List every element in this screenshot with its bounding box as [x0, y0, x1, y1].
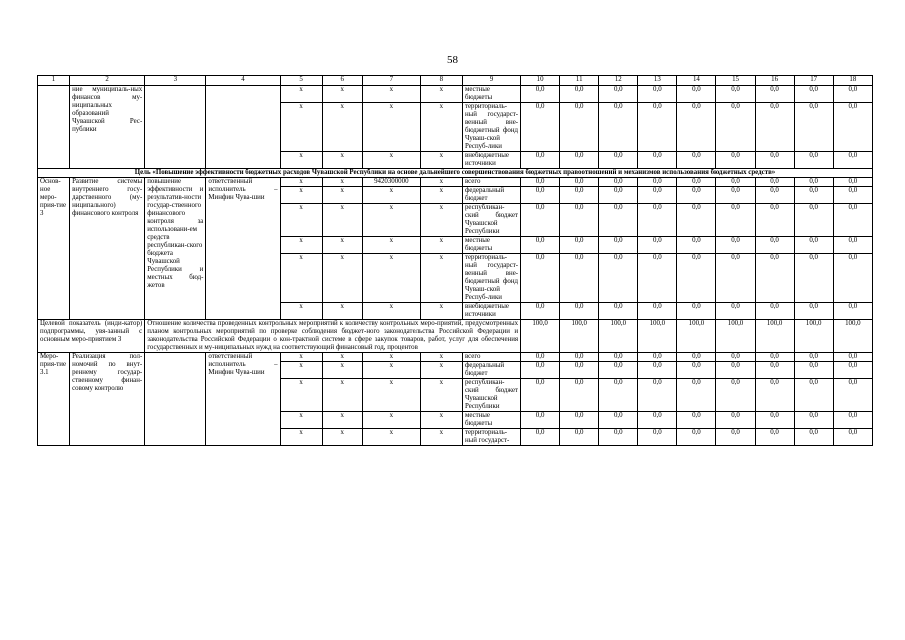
value-cell: 0,0: [560, 187, 599, 204]
responsible-executor: ответственный исполнитель – Минфин Чува-шии: [206, 178, 280, 320]
value-cell: 0,0: [521, 187, 560, 204]
value-cell: 0,0: [833, 429, 872, 446]
header-row: [38, 76, 873, 86]
value-cell: 0,0: [716, 254, 755, 303]
value-cell: 0,0: [560, 303, 599, 320]
column-number: 17: [794, 76, 833, 86]
value-cell: 0,0: [521, 103, 560, 152]
value-cell: 0,0: [794, 429, 833, 446]
value-cell: 0,0: [599, 429, 638, 446]
value-cell: 0,0: [833, 412, 872, 429]
value-cell: 0,0: [560, 254, 599, 303]
cell-x: x: [420, 86, 462, 103]
value-cell: 0,0: [833, 353, 872, 362]
cell-code: x: [362, 379, 420, 412]
funding-source: местные бюджеты: [462, 86, 520, 103]
value-cell: 0,0: [638, 379, 677, 412]
value-cell: 0,0: [521, 254, 560, 303]
indicator-value: 100,0: [716, 320, 755, 353]
value-cell: 0,0: [716, 362, 755, 379]
indicator-text: Отношение количества проведенных контрольных мероприятий к количеству контрольных меро-приятий, предусмотренных планом контрольных мероприятий по проверке соблюдения бюджет-ного законодательства Российской Федерации и законодательства Российской Федерации о кон-трактной системе в сфере закупок товаров, работ, услуг для обеспечения государственных и му-ниципальных нужд на соответствующий финансовый год, процентов: [145, 320, 521, 353]
value-cell: 0,0: [755, 303, 794, 320]
cell-x: x: [322, 237, 362, 254]
value-cell: 0,0: [833, 187, 872, 204]
value-cell: 0,0: [599, 412, 638, 429]
cell-code: x: [362, 237, 420, 254]
value-cell: 0,0: [677, 303, 716, 320]
value-cell: 0,0: [716, 379, 755, 412]
value-cell: 0,0: [794, 103, 833, 152]
funding-source: всего: [462, 178, 520, 187]
cell-x: x: [322, 86, 362, 103]
value-cell: 0,0: [560, 178, 599, 187]
value-cell: 0,0: [599, 362, 638, 379]
column-number: 11: [560, 76, 599, 86]
indicator-value: 100,0: [560, 320, 599, 353]
indicator-value: 100,0: [755, 320, 794, 353]
value-cell: 0,0: [755, 379, 794, 412]
cell-x: x: [280, 429, 322, 446]
value-cell: 0,0: [560, 86, 599, 103]
value-cell: 0,0: [755, 237, 794, 254]
column-number: 18: [833, 76, 872, 86]
value-cell: 0,0: [560, 204, 599, 237]
value-cell: 0,0: [677, 379, 716, 412]
value-cell: 0,0: [755, 254, 794, 303]
cell-x: x: [322, 187, 362, 204]
value-cell: 0,0: [599, 152, 638, 169]
cell-code: x: [362, 187, 420, 204]
value-cell: 0,0: [716, 86, 755, 103]
value-cell: 0,0: [677, 353, 716, 362]
funding-source: территориаль-ный государст-венный вне-бюджетный фонд Чуваш-ской Респуб-лики: [462, 254, 520, 303]
value-cell: 0,0: [794, 353, 833, 362]
funding-source: внебюджетные источники: [462, 152, 520, 169]
cell-x: x: [280, 152, 322, 169]
column-number: 16: [755, 76, 794, 86]
cell-x: x: [420, 204, 462, 237]
funding-source: местные бюджеты: [462, 412, 520, 429]
value-cell: 0,0: [677, 86, 716, 103]
cell-x: x: [420, 103, 462, 152]
value-cell: 0,0: [521, 412, 560, 429]
value-cell: 0,0: [560, 237, 599, 254]
cell-x: x: [322, 362, 362, 379]
cell-code: x: [362, 303, 420, 320]
empty-cell: [145, 86, 206, 169]
value-cell: 0,0: [638, 362, 677, 379]
value-cell: 0,0: [638, 254, 677, 303]
cell-x: x: [420, 362, 462, 379]
event-number: Основ-ное меро-прия-тие 3: [38, 178, 70, 320]
value-cell: 0,0: [794, 379, 833, 412]
value-cell: 0,0: [638, 187, 677, 204]
value-cell: 0,0: [833, 103, 872, 152]
cell-x: x: [280, 379, 322, 412]
value-cell: 0,0: [560, 152, 599, 169]
value-cell: 0,0: [599, 353, 638, 362]
indicator-value: 100,0: [677, 320, 716, 353]
cell-x: x: [420, 303, 462, 320]
indicator-value: 100,0: [794, 320, 833, 353]
funding-source: республикан-ский бюджет Чувашской Республики: [462, 379, 520, 412]
value-cell: 0,0: [521, 152, 560, 169]
event-number: Меро-прия-тие 3.1: [38, 353, 70, 446]
cell-x: x: [420, 152, 462, 169]
cell-x: x: [322, 353, 362, 362]
cell-x: x: [322, 152, 362, 169]
indicator-value: 100,0: [599, 320, 638, 353]
funding-source: федеральный бюджет: [462, 362, 520, 379]
value-cell: 0,0: [677, 362, 716, 379]
value-cell: 0,0: [560, 379, 599, 412]
indicator-label: Целевой показатель (инди-катор) подпрограммы, увя-занный с основным меро-приятием 3: [38, 320, 145, 353]
value-cell: 0,0: [638, 429, 677, 446]
column-number: 2: [70, 76, 145, 86]
value-cell: 0,0: [521, 204, 560, 237]
value-cell: 0,0: [599, 187, 638, 204]
value-cell: 0,0: [677, 178, 716, 187]
event-name: Развитие системы внутреннего госу-дарственного (му-ниципального) финансового контроля: [70, 178, 145, 320]
cell-x: x: [322, 103, 362, 152]
event-name: Реализация пол-номочий по внут-реннему государ-ственному финан-совому контролю: [70, 353, 145, 446]
cell-code: x: [362, 412, 420, 429]
value-cell: 0,0: [716, 429, 755, 446]
value-cell: 0,0: [755, 178, 794, 187]
table-row: [38, 86, 873, 103]
value-cell: 0,0: [521, 353, 560, 362]
cell-x: x: [322, 412, 362, 429]
value-cell: 0,0: [716, 237, 755, 254]
indicator-value: 100,0: [521, 320, 560, 353]
goal-row: [38, 169, 873, 178]
table-row: [38, 178, 873, 187]
cell-x: x: [280, 103, 322, 152]
value-cell: 0,0: [833, 178, 872, 187]
value-cell: 0,0: [677, 237, 716, 254]
value-cell: 0,0: [755, 353, 794, 362]
expected-result: повышение эффективности и результатив-ности государ-ственного финансового контроля за использовани-ем средств республикан-ского бюджета Чувашской Республики и местных бюд-жетов: [145, 178, 206, 320]
cell-x: x: [280, 254, 322, 303]
cell-code: x: [362, 429, 420, 446]
cell-x: x: [280, 237, 322, 254]
value-cell: 0,0: [755, 429, 794, 446]
value-cell: 0,0: [677, 412, 716, 429]
cell-code: x: [362, 362, 420, 379]
value-cell: 0,0: [794, 237, 833, 254]
value-cell: 0,0: [716, 303, 755, 320]
value-cell: 0,0: [794, 362, 833, 379]
value-cell: 0,0: [716, 204, 755, 237]
value-cell: 0,0: [794, 254, 833, 303]
value-cell: 0,0: [521, 379, 560, 412]
cell-x: x: [280, 362, 322, 379]
cell-x: x: [280, 178, 322, 187]
column-number: 3: [145, 76, 206, 86]
value-cell: 0,0: [716, 103, 755, 152]
funding-source: территориаль-ный государст-: [462, 429, 520, 446]
value-cell: 0,0: [755, 103, 794, 152]
cell-x: x: [420, 178, 462, 187]
value-cell: 0,0: [599, 254, 638, 303]
column-number: 9: [462, 76, 520, 86]
column-number: 5: [280, 76, 322, 86]
cell-code: x: [362, 204, 420, 237]
cell-x: x: [280, 86, 322, 103]
column-number: 1: [38, 76, 70, 86]
value-cell: 0,0: [638, 86, 677, 103]
value-cell: 0,0: [716, 412, 755, 429]
cell-x: x: [280, 187, 322, 204]
value-cell: 0,0: [521, 362, 560, 379]
cell-x: x: [322, 178, 362, 187]
value-cell: 0,0: [599, 379, 638, 412]
value-cell: 0,0: [677, 429, 716, 446]
value-cell: 0,0: [755, 187, 794, 204]
value-cell: 0,0: [677, 103, 716, 152]
value-cell: 0,0: [521, 178, 560, 187]
cell-code: x: [362, 103, 420, 152]
column-number: 15: [716, 76, 755, 86]
column-number: 13: [638, 76, 677, 86]
value-cell: 0,0: [755, 152, 794, 169]
table-row: [38, 353, 873, 362]
value-cell: 0,0: [677, 204, 716, 237]
value-cell: 0,0: [794, 178, 833, 187]
funding-source: территориаль-ный государст-венный вне-бюджетный фонд Чуваш-ской Респуб-лики: [462, 103, 520, 152]
event-name: ние муниципаль-ных финансов му-ниципальных образований Чувашской Рес-публики: [70, 86, 145, 169]
value-cell: 0,0: [521, 303, 560, 320]
cell-code: x: [362, 152, 420, 169]
value-cell: 0,0: [833, 362, 872, 379]
cell-x: x: [322, 303, 362, 320]
cell-x: x: [420, 429, 462, 446]
responsible-executor: ответственный исполнитель – Минфин Чува-шии: [206, 353, 280, 446]
value-cell: 0,0: [599, 178, 638, 187]
value-cell: 0,0: [716, 187, 755, 204]
value-cell: 0,0: [794, 303, 833, 320]
value-cell: 0,0: [638, 237, 677, 254]
value-cell: 0,0: [755, 412, 794, 429]
value-cell: 0,0: [521, 429, 560, 446]
cell-code: 9420300000: [362, 178, 420, 187]
value-cell: 0,0: [794, 412, 833, 429]
value-cell: 0,0: [755, 86, 794, 103]
empty-cell: [38, 86, 70, 169]
value-cell: 0,0: [599, 204, 638, 237]
cell-x: x: [280, 353, 322, 362]
value-cell: 0,0: [599, 103, 638, 152]
column-number: 12: [599, 76, 638, 86]
value-cell: 0,0: [677, 254, 716, 303]
value-cell: 0,0: [833, 86, 872, 103]
value-cell: 0,0: [599, 237, 638, 254]
value-cell: 0,0: [599, 86, 638, 103]
value-cell: 0,0: [638, 204, 677, 237]
column-number: 4: [206, 76, 280, 86]
column-number: 10: [521, 76, 560, 86]
cell-x: x: [322, 254, 362, 303]
cell-x: x: [420, 379, 462, 412]
cell-code: x: [362, 254, 420, 303]
cell-x: x: [322, 204, 362, 237]
value-cell: 0,0: [677, 152, 716, 169]
value-cell: 0,0: [716, 353, 755, 362]
value-cell: 0,0: [755, 204, 794, 237]
value-cell: 0,0: [677, 187, 716, 204]
value-cell: 0,0: [794, 86, 833, 103]
cell-x: x: [322, 429, 362, 446]
funding-source: местные бюджеты: [462, 237, 520, 254]
empty-cell: [145, 353, 206, 446]
column-number: 14: [677, 76, 716, 86]
cell-x: x: [420, 412, 462, 429]
value-cell: 0,0: [833, 379, 872, 412]
cell-x: x: [280, 303, 322, 320]
cell-x: x: [420, 254, 462, 303]
value-cell: 0,0: [716, 178, 755, 187]
page-number: 58: [447, 54, 458, 66]
empty-cell: [206, 86, 280, 169]
indicator-row: [38, 320, 873, 353]
cell-x: x: [420, 237, 462, 254]
value-cell: 0,0: [833, 254, 872, 303]
value-cell: 0,0: [638, 103, 677, 152]
cell-code: x: [362, 353, 420, 362]
value-cell: 0,0: [560, 103, 599, 152]
cell-x: x: [280, 412, 322, 429]
goal-heading: Цель «Повышение эффективности бюджетных расходов Чувашской Республики на основе дальнейшего совершенствования бюджетных правоотношений и механизмов использования бюджетных средств»: [38, 169, 873, 178]
column-number: 6: [322, 76, 362, 86]
value-cell: 0,0: [560, 362, 599, 379]
value-cell: 0,0: [833, 237, 872, 254]
value-cell: 0,0: [638, 303, 677, 320]
value-cell: 0,0: [638, 178, 677, 187]
column-number: 7: [362, 76, 420, 86]
value-cell: 0,0: [560, 429, 599, 446]
value-cell: 0,0: [560, 412, 599, 429]
budget-table: [37, 75, 873, 446]
column-number: 8: [420, 76, 462, 86]
cell-code: x: [362, 86, 420, 103]
value-cell: 0,0: [638, 412, 677, 429]
value-cell: 0,0: [521, 86, 560, 103]
funding-source: республикан-ский бюджет Чувашской Республики: [462, 204, 520, 237]
cell-x: x: [420, 187, 462, 204]
value-cell: 0,0: [521, 237, 560, 254]
cell-x: x: [322, 379, 362, 412]
cell-x: x: [420, 353, 462, 362]
cell-x: x: [280, 204, 322, 237]
value-cell: 0,0: [560, 353, 599, 362]
value-cell: 0,0: [833, 204, 872, 237]
funding-source: всего: [462, 353, 520, 362]
value-cell: 0,0: [638, 152, 677, 169]
value-cell: 0,0: [794, 204, 833, 237]
funding-source: внебюджетные источники: [462, 303, 520, 320]
indicator-value: 100,0: [833, 320, 872, 353]
value-cell: 0,0: [599, 303, 638, 320]
value-cell: 0,0: [833, 152, 872, 169]
value-cell: 0,0: [794, 152, 833, 169]
funding-source: федеральный бюджет: [462, 187, 520, 204]
value-cell: 0,0: [716, 152, 755, 169]
value-cell: 0,0: [833, 303, 872, 320]
indicator-value: 100,0: [638, 320, 677, 353]
value-cell: 0,0: [638, 353, 677, 362]
value-cell: 0,0: [755, 362, 794, 379]
value-cell: 0,0: [794, 187, 833, 204]
